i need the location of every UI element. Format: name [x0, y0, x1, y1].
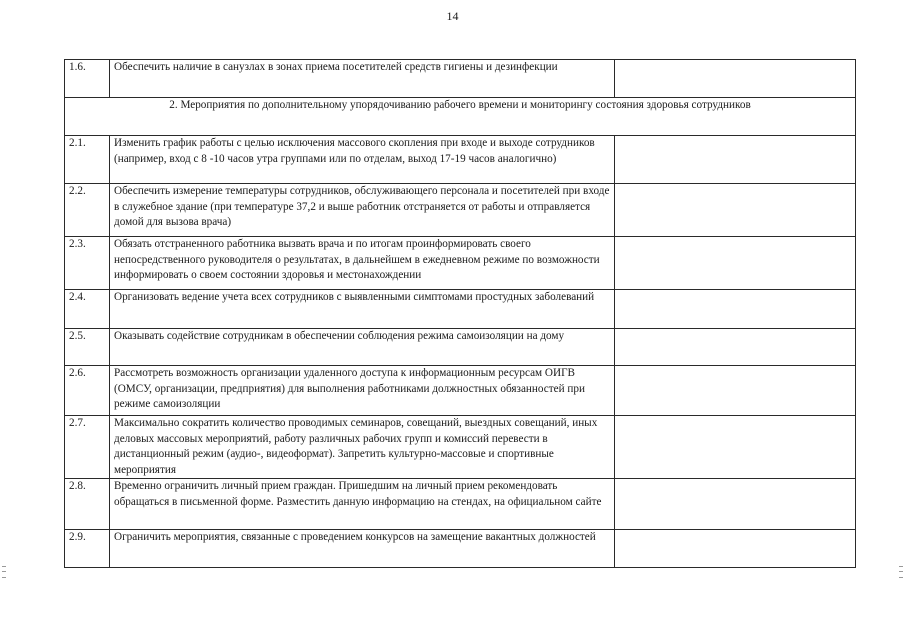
item-number: 1.6. [65, 60, 110, 98]
empty-cell [615, 416, 856, 479]
item-number: 2.8. [65, 479, 110, 530]
item-number: 2.5. [65, 329, 110, 366]
item-text: Обеспечить наличие в санузлах в зонах приема посетителей средств гигиены и дезинфекции [110, 60, 615, 98]
table-row [65, 60, 856, 98]
empty-cell [615, 329, 856, 366]
item-text: Временно ограничить личный прием граждан. Пришедшим на личный прием рекомендовать обращаться в письменной форме. Разместить данную информацию на стендах, на официальном сайте [110, 479, 615, 530]
empty-cell [615, 290, 856, 329]
empty-cell [615, 366, 856, 416]
table-row [65, 136, 856, 184]
item-text: Оказывать содействие сотрудникам в обеспечении соблюдения режима самоизоляции на дому [110, 329, 615, 366]
item-text: Изменить график работы с целью исключения массового скопления при входе и выходе сотрудников (например, вход с 8 -10 часов утра группами или по отделам, выход 17-19 часов аналогично) [110, 136, 615, 184]
item-text: Рассмотреть возможность организации удаленного доступа к информационным ресурсам ОИГВ (ОМСУ, организации, предприятия) для выполнения работниками должностных обязанностей при режиме самоизоляции [110, 366, 615, 416]
table-row [65, 290, 856, 329]
empty-cell [615, 60, 856, 98]
item-number: 2.2. [65, 184, 110, 237]
empty-cell [615, 184, 856, 237]
item-number: 2.9. [65, 530, 110, 568]
right-edge-mark [899, 566, 903, 578]
item-number: 2.7. [65, 416, 110, 479]
empty-cell [615, 136, 856, 184]
item-text: Обязать отстраненного работника вызвать врача и по итогам проинформировать своего непосредственного руководителя о результатах, в дальнейшем в ежедневном режиме по возможности информировать о своем состоянии здоровья и местонахождении [110, 237, 615, 290]
empty-cell [615, 530, 856, 568]
item-number: 2.1. [65, 136, 110, 184]
left-edge-mark [2, 566, 6, 578]
table-row [65, 237, 856, 290]
empty-cell [615, 479, 856, 530]
item-number: 2.3. [65, 237, 110, 290]
table-row [65, 184, 856, 237]
item-text: Максимально сократить количество проводимых семинаров, совещаний, выездных совещаний, иных деловых массовых мероприятий, работу различных рабочих групп и комиссий перевести в дистанционный режим (аудио-, видеоформат). Запретить культурно-массовые и спортивные мероприятия [110, 416, 615, 479]
item-number: 2.4. [65, 290, 110, 329]
table-row [65, 416, 856, 479]
item-text: Организовать ведение учета всех сотрудников с выявленными симптомами простудных заболеваний [110, 290, 615, 329]
table-row [65, 366, 856, 416]
item-text: Ограничить мероприятия, связанные с проведением конкурсов на замещение вакантных должностей [110, 530, 615, 568]
page-number: 14 [446, 9, 459, 23]
table-row [65, 479, 856, 530]
table-row [65, 530, 856, 568]
measures-table [64, 59, 856, 568]
measures-table-body [65, 60, 856, 568]
table-row [65, 329, 856, 366]
section-header-row [65, 98, 856, 136]
item-number: 2.6. [65, 366, 110, 416]
item-text: Обеспечить измерение температуры сотрудников, обслуживающего персонала и посетителей при входе в служебное здание (при температуре 37,2 и выше работник отстраняется от работы и отправляется домой для вызова врача) [110, 184, 615, 237]
section-title: 2. Мероприятия по дополнительному упорядочиванию рабочего времени и мониторингу состояния здоровья сотрудников [65, 98, 856, 136]
empty-cell [615, 237, 856, 290]
